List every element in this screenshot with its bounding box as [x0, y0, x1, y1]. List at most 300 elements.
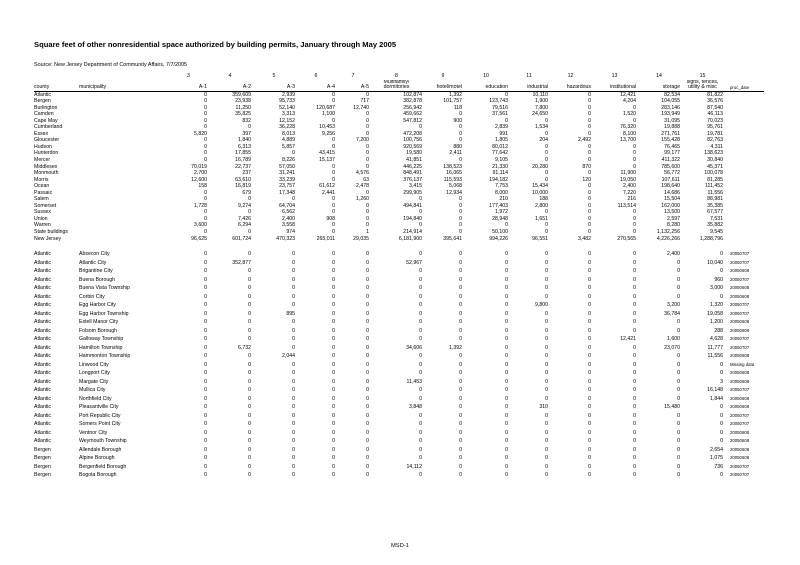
value-cell: 6,294: [238, 222, 251, 229]
value-cell: 0: [505, 319, 508, 326]
value-cell: 0: [204, 229, 207, 236]
value-cell: 0: [545, 438, 548, 445]
value-cell: 43,415: [319, 150, 335, 157]
value-cell: 0: [419, 387, 422, 394]
value-cell: 0: [588, 463, 591, 470]
value-cell: 2,700: [194, 170, 207, 177]
value-cell: 0: [677, 446, 680, 453]
column-number: 12: [567, 73, 574, 79]
value-cell: 0: [545, 446, 548, 453]
county-name: Bergen: [34, 455, 51, 462]
value-cell: 12,934: [446, 189, 462, 196]
county-summary-row: [34, 91, 764, 98]
value-cell: 0: [419, 336, 422, 343]
county-name: Cumberland: [34, 124, 63, 131]
value-cell: 113,514: [617, 202, 636, 209]
value-cell: 95,733: [279, 98, 295, 105]
value-cell: 848,491: [403, 170, 422, 177]
value-cell: 0: [588, 387, 591, 394]
value-cell: 17,348: [279, 189, 295, 196]
value-cell: 0: [633, 395, 636, 402]
county-name: New Jersey: [34, 235, 62, 242]
value-cell: 0: [459, 370, 462, 377]
value-cell: 82,763: [707, 137, 723, 144]
value-cell: 0: [292, 196, 295, 203]
value-cell: 0: [588, 91, 591, 98]
value-cell: 24,650: [532, 111, 548, 118]
municipality-row: [34, 369, 764, 378]
value-cell: 0: [677, 472, 680, 479]
value-cell: 118: [453, 104, 462, 111]
proc-date: 20050707: [730, 336, 750, 342]
value-cell: 2,400: [282, 215, 295, 222]
value-cell: 0: [633, 310, 636, 317]
value-cell: 0: [588, 446, 591, 453]
value-cell: 0: [332, 170, 335, 177]
value-cell: 0: [248, 395, 251, 402]
value-cell: 0: [545, 353, 548, 360]
value-cell: 0: [588, 455, 591, 462]
value-cell: 70,019: [191, 163, 207, 170]
value-cell: 0: [332, 327, 335, 334]
value-cell: 0: [204, 104, 207, 111]
value-cell: 0: [720, 421, 723, 428]
value-cell: 0: [248, 229, 251, 236]
value-cell: 101,757: [443, 98, 462, 105]
value-cell: 11,777: [707, 344, 723, 351]
county-name: Somerset: [34, 202, 57, 209]
municipality-row: [34, 429, 764, 438]
value-cell: 0: [633, 302, 636, 309]
value-cell: 0: [588, 189, 591, 196]
value-cell: 0: [588, 293, 591, 300]
value-cell: 30,840: [707, 157, 723, 164]
value-cell: 0: [366, 111, 369, 118]
value-cell: 3,313: [282, 111, 295, 118]
value-cell: 717: [360, 98, 369, 105]
municipality-name: Somers Point City: [79, 421, 121, 428]
value-cell: 4,628: [710, 336, 723, 343]
value-cell: 0: [677, 285, 680, 292]
value-cell: 1,520: [623, 111, 636, 118]
proc-date: 20050707: [730, 310, 750, 316]
data-table: [34, 73, 764, 480]
value-cell: 0: [545, 361, 548, 368]
value-cell: 0: [633, 157, 636, 164]
county-name: Atlantic: [34, 421, 52, 428]
proc-date: 20050608: [730, 319, 750, 325]
value-cell: 35,385: [707, 202, 723, 209]
value-cell: 470,323: [276, 235, 295, 242]
column-number: 3: [187, 73, 190, 79]
column-header: signs, fences, utility & misc: [681, 80, 724, 92]
county-name: Atlantic: [34, 404, 52, 411]
value-cell: 29,035: [353, 235, 369, 242]
value-cell: 0: [505, 91, 508, 98]
value-cell: 0: [677, 268, 680, 275]
value-cell: 0: [459, 353, 462, 360]
value-cell: 2,400: [623, 183, 636, 190]
value-cell: 0: [588, 361, 591, 368]
county-name: Monmouth: [34, 170, 59, 177]
value-cell: 0: [292, 251, 295, 258]
value-cell: 0: [204, 189, 207, 196]
value-cell: 0: [204, 137, 207, 144]
value-cell: 7,200: [356, 137, 369, 144]
value-cell: 0: [677, 353, 680, 360]
value-cell: 0: [332, 463, 335, 470]
value-cell: 0: [332, 293, 335, 300]
value-cell: 0: [633, 117, 636, 124]
municipality-name: Hammonton Township: [79, 353, 131, 360]
value-cell: 57,050: [279, 163, 295, 170]
value-cell: 0: [366, 251, 369, 258]
value-cell: 446,225: [403, 163, 422, 170]
value-cell: 0: [588, 302, 591, 309]
value-cell: 102,874: [403, 91, 422, 98]
value-cell: 880: [453, 143, 462, 150]
value-cell: 0: [204, 395, 207, 402]
value-cell: 310: [539, 404, 548, 411]
municipality-name: Absecon City: [79, 251, 110, 258]
value-cell: 0: [419, 395, 422, 402]
value-cell: 193,949: [661, 111, 680, 118]
value-cell: 0: [419, 196, 422, 203]
county-name: Sussex: [34, 209, 52, 216]
value-cell: 0: [366, 259, 369, 266]
value-cell: 0: [633, 259, 636, 266]
value-cell: 0: [248, 429, 251, 436]
municipality-name: Margate City: [79, 378, 109, 385]
value-cell: 0: [204, 302, 207, 309]
proc-date: 20050707: [730, 472, 750, 478]
municipality-row: [34, 276, 764, 285]
value-cell: 0: [332, 137, 335, 144]
value-cell: 0: [292, 438, 295, 445]
value-cell: 61,612: [319, 183, 335, 190]
value-cell: 0: [204, 251, 207, 258]
value-cell: 0: [366, 336, 369, 343]
value-cell: 0: [633, 215, 636, 222]
value-cell: 4,889: [282, 137, 295, 144]
value-cell: 8,013: [282, 130, 295, 137]
value-cell: 16,065: [446, 170, 462, 177]
value-cell: 0: [419, 293, 422, 300]
value-cell: 0: [677, 276, 680, 283]
value-cell: 4,576: [356, 170, 369, 177]
municipality-row: [34, 471, 764, 480]
value-cell: 115,593: [443, 176, 462, 183]
value-cell: 0: [545, 268, 548, 275]
value-cell: 974: [286, 229, 295, 236]
value-cell: 0: [332, 438, 335, 445]
value-cell: 0: [459, 202, 462, 209]
value-cell: 2,411: [449, 150, 462, 157]
value-cell: 0: [459, 387, 462, 394]
county-name: Atlantic: [34, 302, 52, 309]
value-cell: 194,840: [403, 215, 422, 222]
value-cell: 2,939: [282, 91, 295, 98]
value-cell: 0: [366, 130, 369, 137]
value-cell: 9,274: [238, 202, 251, 209]
county-name: Atlantic: [34, 336, 52, 343]
value-cell: 111,452: [705, 183, 723, 190]
value-cell: 0: [366, 276, 369, 283]
value-cell: 0: [366, 157, 369, 164]
value-cell: 11,250: [235, 104, 251, 111]
value-cell: 50,100: [492, 229, 508, 236]
proc-date: Missing data: [730, 361, 755, 367]
value-cell: 0: [588, 143, 591, 150]
value-cell: 0: [545, 293, 548, 300]
value-cell: 0: [505, 446, 508, 453]
value-cell: 0: [292, 268, 295, 275]
value-cell: 0: [459, 209, 462, 216]
value-cell: 0: [633, 293, 636, 300]
value-cell: 0: [505, 268, 508, 275]
value-cell: 1,972: [495, 209, 508, 216]
municipality-name: Buena Vista Township: [79, 285, 130, 292]
value-cell: 0: [633, 429, 636, 436]
value-cell: 0: [720, 361, 723, 368]
column-header: A-5: [336, 80, 370, 92]
value-cell: 10,000: [532, 189, 548, 196]
value-cell: 0: [419, 412, 422, 419]
value-cell: 0: [545, 176, 548, 183]
value-cell: 63,610: [235, 176, 251, 183]
value-cell: 256,942: [403, 104, 422, 111]
value-cell: 0: [505, 302, 508, 309]
value-cell: 5,068: [449, 183, 462, 190]
column-header: A-2: [208, 80, 252, 92]
value-cell: 0: [633, 446, 636, 453]
report-title: Square feet of other nonresidential space authorized by building permits, January through May 2005: [34, 40, 397, 49]
value-cell: 0: [633, 143, 636, 150]
column-header: Multifamily/ dormitories: [370, 80, 423, 92]
value-cell: 64,704: [279, 202, 295, 209]
blank-cell: [724, 91, 764, 98]
value-cell: 0: [505, 395, 508, 402]
value-cell: 0: [292, 259, 295, 266]
value-cell: 6,313: [238, 143, 251, 150]
value-cell: 0: [588, 98, 591, 105]
value-cell: 0: [419, 319, 422, 326]
municipality-row: [34, 267, 764, 276]
value-cell: 0: [366, 268, 369, 275]
county-name: Atlantic: [34, 353, 52, 360]
value-cell: 0: [505, 222, 508, 229]
value-cell: 0: [248, 387, 251, 394]
value-cell: 9,545: [710, 229, 723, 236]
value-cell: 20,280: [532, 163, 548, 170]
municipality-row: [34, 293, 764, 302]
value-cell: 0: [677, 395, 680, 402]
value-cell: 0: [248, 196, 251, 203]
county-name: Bergen: [34, 446, 51, 453]
municipality-name: Mullica City: [79, 387, 106, 394]
value-cell: 0: [248, 378, 251, 385]
municipality-row: [34, 378, 764, 387]
municipality-row: [34, 403, 764, 412]
value-cell: 0: [248, 404, 251, 411]
value-cell: 0: [588, 429, 591, 436]
value-cell: 0: [505, 421, 508, 428]
value-cell: 1,132,256: [656, 229, 680, 236]
value-cell: 0: [419, 353, 422, 360]
value-cell: 0: [545, 344, 548, 351]
value-cell: 0: [204, 293, 207, 300]
value-cell: 0: [366, 412, 369, 419]
proc-date: 20050608: [730, 268, 750, 274]
value-cell: 0: [248, 327, 251, 334]
value-cell: 0: [588, 327, 591, 334]
value-cell: 9,105: [495, 157, 508, 164]
proc-date: 20050707: [730, 387, 750, 393]
value-cell: 0: [459, 319, 462, 326]
value-cell: 0: [332, 209, 335, 216]
value-cell: 0: [204, 310, 207, 317]
municipality-row: [34, 446, 764, 455]
value-cell: 0: [204, 111, 207, 118]
value-cell: 0: [588, 285, 591, 292]
value-cell: 397: [242, 130, 251, 137]
value-cell: 0: [332, 268, 335, 275]
value-cell: 0: [419, 124, 422, 131]
value-cell: 0: [419, 438, 422, 445]
value-cell: 79,516: [492, 104, 508, 111]
value-cell: 5,820: [194, 130, 207, 137]
value-cell: 494,841: [403, 202, 422, 209]
value-cell: 0: [505, 336, 508, 343]
value-cell: 0: [545, 429, 548, 436]
value-cell: 0: [204, 215, 207, 222]
value-cell: 0: [505, 285, 508, 292]
value-cell: 0: [459, 463, 462, 470]
value-cell: 1,260: [356, 196, 369, 203]
value-cell: 0: [633, 370, 636, 377]
value-cell: 138,523: [443, 163, 462, 170]
proc-date: 20050608: [730, 327, 750, 333]
county-name: Mercer: [34, 157, 51, 164]
value-cell: 1,534: [535, 124, 548, 131]
value-cell: 6,181,900: [398, 235, 422, 242]
value-cell: 0: [545, 327, 548, 334]
value-cell: 0: [366, 421, 369, 428]
county-name: Atlantic: [34, 293, 52, 300]
value-cell: 19,781: [707, 130, 723, 137]
county-name: Atlantic: [34, 387, 52, 394]
value-cell: 0: [633, 353, 636, 360]
value-cell: 0: [332, 176, 335, 183]
value-cell: 120,687: [316, 104, 335, 111]
municipality-row: [34, 420, 764, 429]
value-cell: 17,855: [235, 150, 251, 157]
proc-date: 20050707: [730, 259, 750, 265]
municipality-row: [34, 352, 764, 361]
value-cell: 0: [459, 361, 462, 368]
value-cell: 0: [332, 285, 335, 292]
value-cell: 0: [459, 404, 462, 411]
proc-date: 20050608: [730, 455, 750, 461]
value-cell: 0: [204, 91, 207, 98]
value-cell: 0: [332, 91, 335, 98]
column-header: institutional: [592, 80, 637, 92]
value-cell: 0: [505, 310, 508, 317]
value-cell: 0: [633, 387, 636, 394]
value-cell: 920,569: [403, 143, 422, 150]
value-cell: 214,914: [403, 229, 422, 236]
value-cell: 0: [677, 319, 680, 326]
value-cell: 0: [720, 429, 723, 436]
value-cell: 0: [677, 259, 680, 266]
value-cell: 1,075: [710, 455, 723, 462]
value-cell: 0: [459, 157, 462, 164]
value-cell: 0: [720, 293, 723, 300]
value-cell: 99,177: [664, 150, 680, 157]
value-cell: 0: [366, 353, 369, 360]
county-name: Salem: [34, 196, 49, 203]
value-cell: 270,565: [617, 235, 636, 242]
value-cell: 0: [633, 229, 636, 236]
municipality-row: [34, 454, 764, 463]
header-proc-date: proc_date: [724, 80, 764, 92]
value-cell: 0: [505, 455, 508, 462]
value-cell: 288: [714, 327, 723, 334]
value-cell: 283,146: [661, 104, 680, 111]
value-cell: 0: [545, 319, 548, 326]
value-cell: 0: [366, 302, 369, 309]
proc-date: 20050707: [730, 302, 750, 308]
proc-date: 20050608: [730, 378, 750, 384]
value-cell: 0: [633, 285, 636, 292]
value-cell: 0: [588, 472, 591, 479]
value-cell: 0: [588, 319, 591, 326]
value-cell: 0: [545, 150, 548, 157]
value-cell: 0: [292, 370, 295, 377]
municipality-name: Buena Borough: [79, 276, 116, 283]
page-footer: MSD-1: [390, 543, 410, 549]
municipality-name: Brigantine City: [79, 268, 113, 275]
municipality-name: Galloway Township: [79, 336, 124, 343]
municipality-row: [34, 259, 764, 268]
value-cell: 36,228: [279, 124, 295, 131]
value-cell: 0: [545, 455, 548, 462]
value-cell: 3,600: [194, 222, 207, 229]
value-cell: 0: [588, 209, 591, 216]
value-cell: 0: [419, 446, 422, 453]
county-name: Atlantic: [34, 259, 52, 266]
value-cell: 1,392: [449, 344, 462, 351]
value-cell: 41,851: [406, 157, 422, 164]
county-name: Atlantic: [34, 412, 52, 419]
value-cell: 0: [505, 353, 508, 360]
value-cell: 7,753: [495, 183, 508, 190]
value-cell: 0: [204, 124, 207, 131]
value-cell: 0: [366, 378, 369, 385]
value-cell: 0: [332, 117, 335, 124]
value-cell: 0: [588, 222, 591, 229]
value-cell: 0: [545, 251, 548, 258]
value-cell: 0: [588, 404, 591, 411]
value-cell: 2,492: [578, 137, 591, 144]
value-cell: 0: [204, 412, 207, 419]
value-cell: 0: [459, 130, 462, 137]
value-cell: 19,050: [620, 176, 636, 183]
county-name: Union: [34, 215, 48, 222]
value-cell: 0: [366, 361, 369, 368]
value-cell: 0: [366, 124, 369, 131]
value-cell: 0: [248, 310, 251, 317]
